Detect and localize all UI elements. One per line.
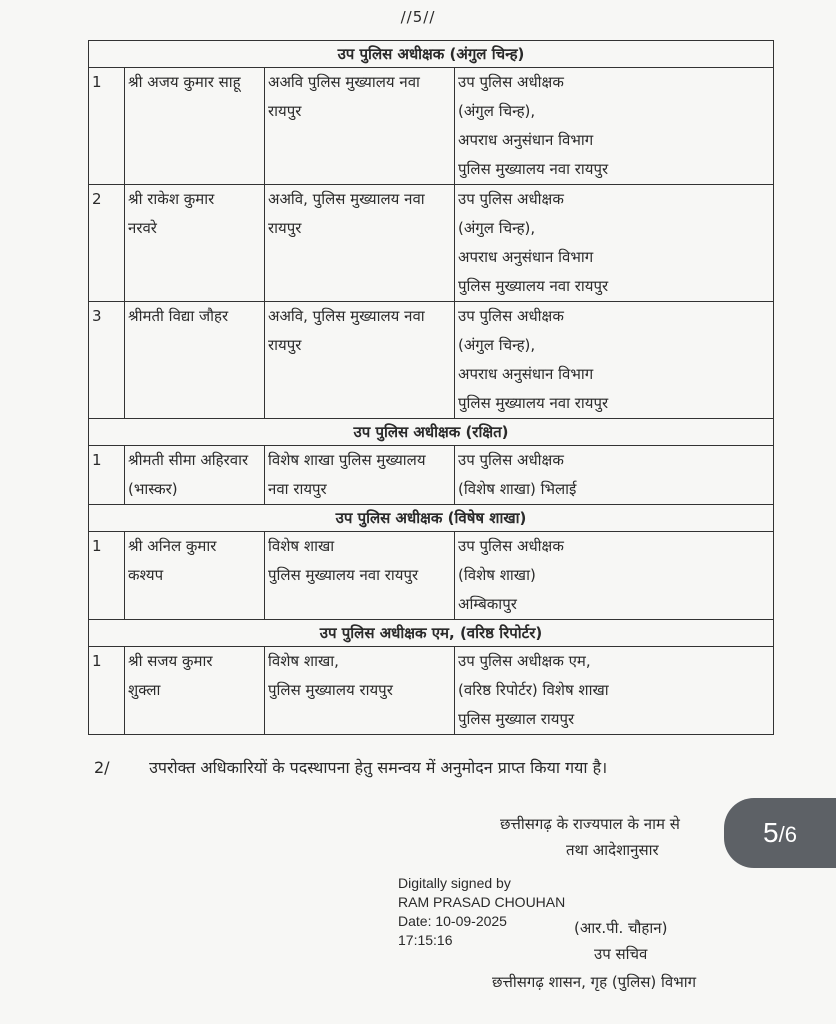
officer-name	[125, 446, 265, 505]
current-posting-line: अअवि, पुलिस मुख्यालय नवा	[268, 307, 425, 325]
new-posting	[455, 68, 774, 185]
current-posting	[265, 446, 455, 505]
current-posting	[265, 532, 455, 620]
new-posting-line: (वरिष्ठ रिपोर्टर) विशेष शाखा	[458, 681, 609, 699]
current-posting	[265, 68, 455, 185]
new-posting-line: पुलिस मुख्यालय नवा रायपुर	[458, 277, 609, 295]
section-heading: उप पुलिस अधीक्षक एम, (वरिष्ठ रिपोर्टर)	[89, 620, 774, 647]
officer-name	[125, 302, 265, 419]
current-posting-line: अअवि पुलिस मुख्यालय नवा	[268, 73, 420, 91]
new-posting-line: अम्बिकापुर	[458, 595, 517, 613]
officer-row	[89, 68, 774, 185]
current-posting-line: पुलिस मुख्यालय रायपुर	[268, 681, 393, 699]
current-posting-line: रायपुर	[268, 102, 302, 120]
new-posting-line: पुलिस मुख्यालय नवा रायपुर	[458, 160, 609, 178]
new-posting-line: पुलिस मुख्यालय नवा रायपुर	[458, 394, 609, 412]
digital-signature	[398, 874, 565, 950]
officer-row	[89, 446, 774, 505]
officer-name-line: (भास्कर)	[128, 480, 178, 498]
serial-number: 2	[89, 185, 125, 302]
new-posting-line: (अंगुल चिन्ह),	[458, 336, 536, 354]
new-posting-line: (अंगुल चिन्ह),	[458, 102, 536, 120]
current-posting-line: पुलिस मुख्यालय नवा रायपुर	[268, 566, 419, 584]
signatory-designation: उप सचिव	[594, 945, 648, 963]
officer-name	[125, 185, 265, 302]
officer-name	[125, 532, 265, 620]
serial-number: 1	[89, 532, 125, 620]
current-posting-line: विशेष शाखा,	[268, 652, 339, 670]
serial-number: 1	[89, 446, 125, 505]
serial-number: 1	[89, 68, 125, 185]
current-posting-line: रायपुर	[268, 219, 302, 237]
new-posting-line: अपराध अनुसंधान विभाग	[458, 131, 594, 149]
current-posting	[265, 302, 455, 419]
serial-number: 1	[89, 647, 125, 735]
current-posting-line: नवा रायपुर	[268, 480, 327, 498]
note-paragraph	[94, 756, 607, 778]
current-posting-line: विशेष शाखा पुलिस मुख्यालय	[268, 451, 426, 469]
sig-line-3: Date: 10-09-2025	[398, 913, 507, 929]
officer-name-line: श्रीमती सीमा अहिरवार	[128, 451, 249, 469]
section-heading: उप पुलिस अधीक्षक (रक्षित)	[89, 419, 774, 446]
officer-name-line: श्री अनिल कुमार	[128, 537, 217, 555]
department-line: छत्तीसगढ़ शासन, गृह (पुलिस) विभाग	[492, 973, 697, 991]
officer-row	[89, 532, 774, 620]
officer-name	[125, 647, 265, 735]
officer-row	[89, 185, 774, 302]
officer-name-line: कश्यप	[128, 566, 164, 584]
new-posting-line: उप पुलिस अधीक्षक	[458, 307, 564, 325]
current-posting-line: अअवि, पुलिस मुख्यालय नवा	[268, 190, 425, 208]
section-header-row	[89, 620, 774, 647]
officer-name-line: श्रीमती विद्या जौहर	[128, 307, 229, 325]
current-posting	[265, 185, 455, 302]
page-indicator-badge[interactable]	[724, 798, 836, 868]
officer-name-line: शुक्ला	[128, 681, 161, 699]
new-posting-line: पुलिस मुख्याल रायपुर	[458, 710, 575, 728]
signatory-name: (आर.पी. चौहान)	[574, 919, 668, 937]
current-posting-line: रायपुर	[268, 336, 302, 354]
current-posting-line: विशेष शाखा	[268, 537, 335, 555]
new-posting-line: (विशेष शाखा)	[458, 566, 536, 584]
new-posting-line: उप पुलिस अधीक्षक	[458, 73, 564, 91]
page-indicator-current: 5	[763, 817, 779, 848]
page-number: //5//	[400, 8, 436, 26]
officer-name-line: श्री राकेश कुमार	[128, 190, 215, 208]
new-posting	[455, 446, 774, 505]
new-posting-line: अपराध अनुसंधान विभाग	[458, 365, 594, 383]
new-posting	[455, 647, 774, 735]
new-posting-line: उप पुलिस अधीक्षक	[458, 537, 564, 555]
note-text: उपरोक्त अधिकारियों के पदस्थापना हेतु समन्वय में अनुमोदन प्राप्त किया गया है।	[149, 758, 608, 777]
officer-row	[89, 302, 774, 419]
section-header-row	[89, 505, 774, 532]
order-line-1: छत्तीसगढ़ के राज्यपाल के नाम से	[500, 815, 680, 833]
officer-row	[89, 647, 774, 735]
section-header-row	[89, 41, 774, 68]
current-posting	[265, 647, 455, 735]
sig-line-2: RAM PRASAD CHOUHAN	[398, 894, 566, 910]
officer-name-line: श्री सजय कुमार	[128, 652, 213, 670]
officer-name-line: श्री अजय कुमार साहू	[128, 73, 241, 91]
serial-number: 3	[89, 302, 125, 419]
posting-table	[88, 40, 774, 735]
section-heading: उप पुलिस अधीक्षक (अंगुल चिन्ह)	[89, 41, 774, 68]
new-posting-line: उप पुलिस अधीक्षक एम,	[458, 652, 591, 670]
new-posting-line: उप पुलिस अधीक्षक	[458, 190, 564, 208]
new-posting-line: (विशेष शाखा) भिलाई	[458, 480, 577, 498]
sig-line-1: Digitally signed by	[398, 875, 511, 891]
page-indicator-total: /6	[778, 822, 797, 847]
officer-name-line: नरवरे	[128, 219, 157, 237]
new-posting-line: अपराध अनुसंधान विभाग	[458, 248, 594, 266]
sig-line-4: 17:15:16	[398, 932, 453, 948]
order-line-2: तथा आदेशानुसार	[566, 841, 659, 859]
officer-name	[125, 68, 265, 185]
new-posting-line: उप पुलिस अधीक्षक	[458, 451, 564, 469]
new-posting	[455, 302, 774, 419]
new-posting	[455, 532, 774, 620]
section-heading: उप पुलिस अधीक्षक (विषेष शाखा)	[89, 505, 774, 532]
new-posting-line: (अंगुल चिन्ह),	[458, 219, 536, 237]
section-header-row	[89, 419, 774, 446]
new-posting	[455, 185, 774, 302]
note-number: 2/	[94, 758, 110, 777]
